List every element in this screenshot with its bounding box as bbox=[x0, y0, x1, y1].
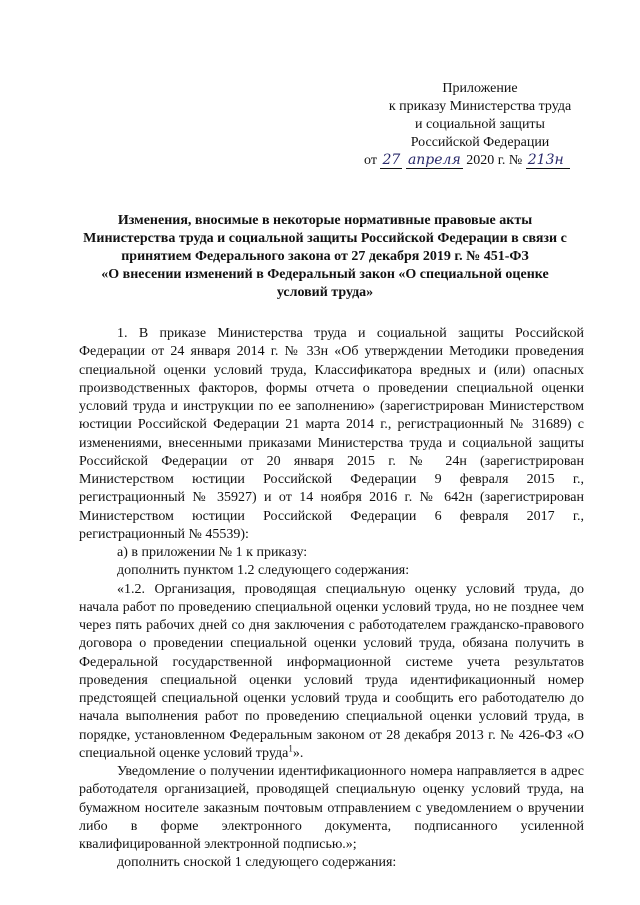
handwritten-day: 27 bbox=[380, 152, 402, 169]
appendix-ministry-line: и социальной защиты bbox=[415, 117, 545, 132]
title-line-3: принятием Федерального закона от 27 декабря 2019 г. № 451-ФЗ bbox=[121, 249, 529, 264]
handwritten-order-number: 213н bbox=[526, 152, 570, 169]
footnote-mark: 1 bbox=[288, 743, 293, 754]
paragraph-1: 1. В приказе Министерства труда и социальной защиты Российской Федерации от 24 января 2014 г. № 33н «Об утверждении Методики проведения специальной оценки условий труда, Классификатора вредных и (или) опасных производственных факторов, формы отчета о проведении специальной оценки условий труда и инструкции по ее заполнению» (зарегистрирован Министерством юстиции Российской Федерации 21 марта 2014 г., регистрационный № 31689) с изменениями, внесенными приказами Министерства труда и социальной защиты Российской Федерации от 20 января 2015 г. № 24н (зарегистрирован Министерством юстиции Российской Федерации 9 февраля 2015 г., регистрационный № 35927) и от 14 ноября 2016 г. № 642н (зарегистрирован Министерством юстиции Российской Федерации 6 февраля 2017 г., регистрационный № 45539): bbox=[79, 326, 584, 542]
date-year: 2020 г. № bbox=[466, 153, 523, 168]
appendix-header bbox=[360, 80, 600, 170]
paragraph-5: Уведомление о получении идентификационного номера направляется в адрес работодателя организацией, проводящей специальную оценку условий труда, на бумажном носителе заказным почтовым отправлением с уведомлением о вручении либо в форме электронного документа, подписанного усиленной квалифицированной электронной подписью.»; bbox=[79, 764, 584, 852]
document-body bbox=[79, 325, 584, 873]
paragraph-4 bbox=[79, 581, 584, 764]
paragraph-3: дополнить пунктом 1.2 следующего содержания: bbox=[117, 563, 410, 579]
paragraph-2: а) в приложении № 1 к приказу: bbox=[117, 545, 308, 560]
appendix-country-line: Российской Федерации bbox=[410, 135, 550, 150]
document-title bbox=[70, 212, 580, 302]
appendix-date-line bbox=[364, 152, 600, 170]
handwritten-month: апреля bbox=[407, 152, 461, 168]
title-line-5: условий труда» bbox=[276, 285, 374, 300]
appendix-label: Приложение bbox=[442, 81, 518, 96]
paragraph-6: дополнить сноской 1 следующего содержания: bbox=[117, 855, 397, 871]
title-line-2: Министерства труда и социальной защиты Российской Федерации в связи с bbox=[83, 231, 567, 246]
title-line-4: «О внесении изменений в Федеральный закон «О специальной оценке bbox=[101, 267, 549, 282]
appendix-order-line: к приказу Министерства труда bbox=[388, 99, 572, 114]
title-line-1: Изменения, вносимые в некоторые нормативные правовые акты bbox=[117, 213, 533, 228]
paragraph-4-end: ». bbox=[292, 745, 304, 761]
paragraph-4-text: «1.2. Организация, проводящая специальную оценку условий труда, до начала работ по проведению специальной оценки условий труда, но не позднее чем через пять рабочих дней со дня заключения с работодателем гражданско-правового договора о проведении специальной оценки условий труда, обязана получить в Федеральной государственной информационной системе учета результатов проведения специальной оценки условий труда идентификационный номер предстоящей специальной оценки условий труда и сообщить его работодателю до начала выполнения работ по проведению специальной оценки условий труда, в порядке, установленном Федеральным законом от 28 декабря 2013 г. № 426-ФЗ «О специальной оценке условий труда bbox=[79, 581, 584, 761]
date-from-label: от bbox=[364, 153, 377, 168]
